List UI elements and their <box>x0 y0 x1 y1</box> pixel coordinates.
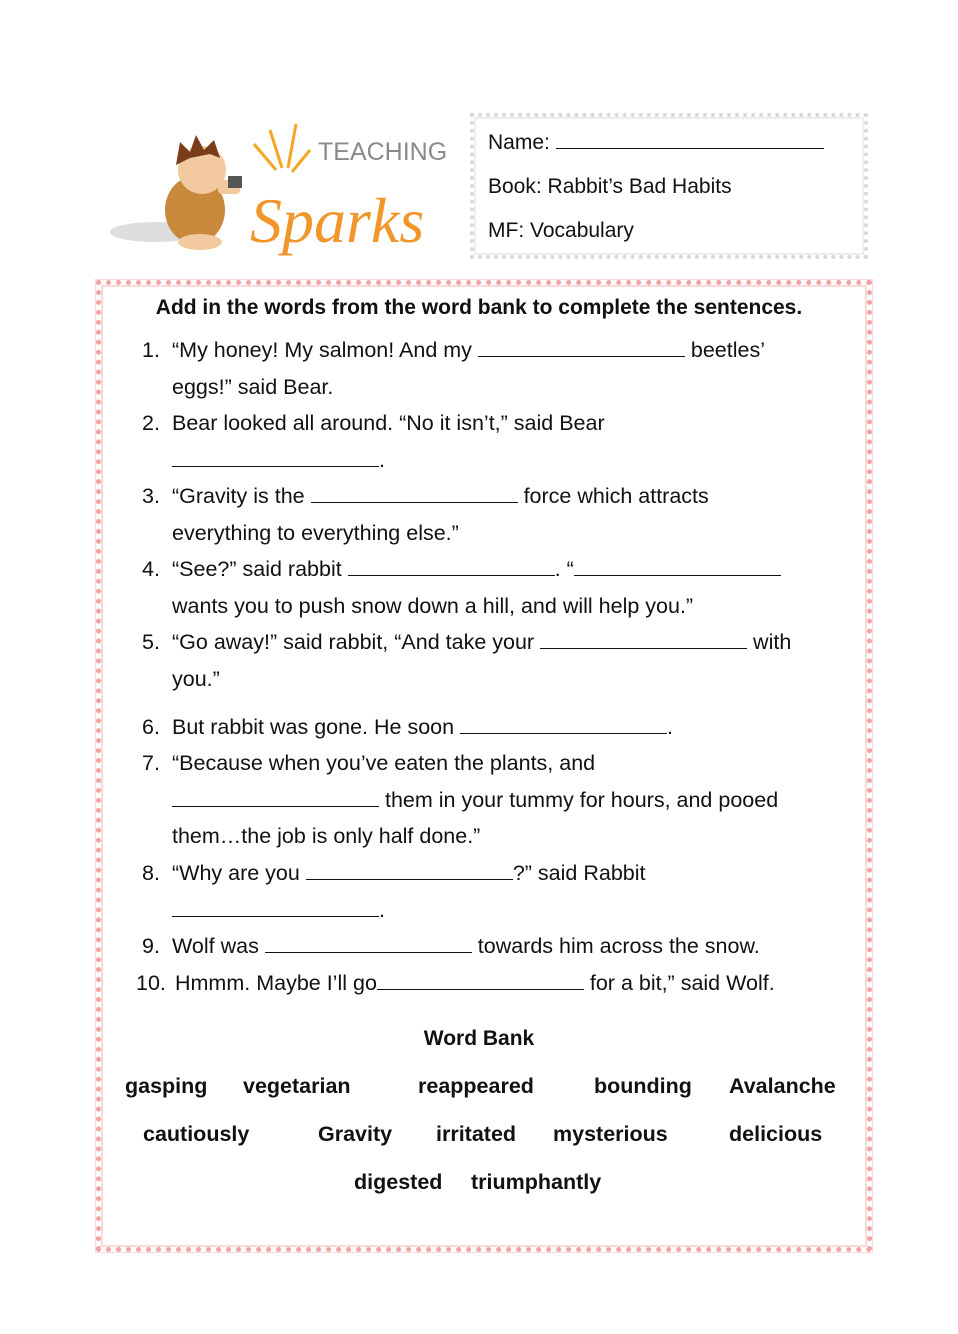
answer-blank[interactable] <box>377 969 584 990</box>
answer-blank[interactable] <box>172 896 379 917</box>
sentence-text <box>172 519 459 547</box>
sentence-text <box>175 969 775 997</box>
sentence-fragment: everything to everything else.” <box>172 521 459 545</box>
logo-text-sparks: Sparks <box>250 185 425 256</box>
sentence-fragment: “Because when you’ve eaten the plants, and <box>172 751 596 775</box>
item-number: 7. <box>142 751 160 775</box>
book-title: Book: Rabbit’s Bad Habits <box>488 175 732 198</box>
word-bank-word: mysterious <box>553 1122 668 1146</box>
item-number: 5. <box>142 630 160 654</box>
sentence-text <box>172 373 333 401</box>
logo-text-teaching: TEACHING <box>318 138 448 166</box>
item-number: 4. <box>142 557 160 581</box>
sentence-fragment: “Go away!” said rabbit, “And take your <box>172 630 541 654</box>
main-focus: MF: Vocabulary <box>488 219 634 242</box>
word-bank-word: cautiously <box>143 1122 250 1146</box>
word-bank-word: delicious <box>729 1122 823 1146</box>
answer-blank[interactable] <box>348 555 555 576</box>
sentence-fragment: . <box>379 448 385 472</box>
sentence-fragment: Bear looked all around. “No it isn’t,” said Bear <box>172 411 605 435</box>
sentence-text <box>172 786 778 814</box>
answer-blank[interactable] <box>478 336 685 357</box>
item-number: 6. <box>142 715 160 739</box>
item-number: 2. <box>142 411 160 435</box>
item-number: 3. <box>142 484 160 508</box>
item-number: 9. <box>142 934 160 958</box>
sentence-text <box>172 896 385 924</box>
sentence-fragment: with <box>747 630 792 654</box>
item-number: 1. <box>142 338 160 362</box>
teaching-sparks-logo <box>110 116 465 262</box>
sentence-text <box>172 555 781 583</box>
sentence-fragment: them in your tummy for hours, and pooed <box>379 788 779 812</box>
word-bank-word: gasping <box>125 1074 208 1098</box>
sentence-fragment: eggs!” said Bear. <box>172 375 334 399</box>
word-bank-word: Gravity <box>318 1122 393 1146</box>
answer-blank[interactable] <box>460 713 667 734</box>
sentence-text <box>172 665 220 693</box>
answer-blank[interactable] <box>306 859 513 880</box>
instructions: Add in the words from the word bank to complete the sentences. <box>155 296 803 319</box>
answer-blank[interactable] <box>311 482 518 503</box>
sentence-fragment: Hmmm. Maybe I’ll go <box>175 971 377 995</box>
sentence-text <box>172 409 605 437</box>
sentence-fragment: But rabbit was gone. He soon <box>172 715 461 739</box>
sentence-text <box>172 628 791 656</box>
word-bank-title: Word Bank <box>423 1027 535 1050</box>
word-bank-word: reappeared <box>418 1074 534 1098</box>
word-bank-word: irritated <box>436 1122 517 1146</box>
word-bank-word: triumphantly <box>471 1170 602 1194</box>
sentence-fragment: ?” said Rabbit <box>512 861 646 885</box>
sentence-text <box>172 713 673 741</box>
sentence-text <box>172 932 760 960</box>
answer-blank[interactable] <box>574 555 781 576</box>
sentence-text <box>172 749 595 777</box>
item-number: 8. <box>142 861 160 885</box>
sentence-fragment: beetles’ <box>684 338 765 362</box>
word-bank-word: vegetarian <box>243 1074 351 1098</box>
sentence-text <box>172 446 385 474</box>
sentence-fragment: “Gravity is the <box>172 484 311 508</box>
student-info-box <box>470 113 868 259</box>
sentence-fragment: “My honey! My salmon! And my <box>172 338 478 362</box>
sentence-fragment: you.” <box>172 667 220 691</box>
sentence-text <box>172 336 765 364</box>
sentence-text <box>172 859 645 887</box>
sentence-fragment: wants you to push snow down a hill, and will help you.” <box>172 594 694 618</box>
caveman-mascot-icon <box>110 116 465 262</box>
sentence-fragment: Wolf was <box>172 934 265 958</box>
sentence-fragment: towards him across the snow. <box>471 934 760 958</box>
name-field[interactable] <box>488 130 824 156</box>
sentence-text <box>172 592 693 620</box>
sentence-fragment: . <box>379 898 385 922</box>
answer-blank[interactable] <box>172 446 379 467</box>
word-bank-word: digested <box>354 1170 443 1194</box>
answer-blank[interactable] <box>540 628 747 649</box>
sentence-text <box>172 482 709 510</box>
sentence-fragment: “See?” said rabbit <box>172 557 348 581</box>
word-bank-word: bounding <box>594 1074 692 1098</box>
item-number: 10. <box>136 971 166 995</box>
name-blank[interactable] <box>556 130 824 149</box>
sentence-fragment: force which attracts <box>517 484 709 508</box>
sentence-fragment: them…the job is only half done.” <box>172 824 481 848</box>
sentence-fragment: for a bit,” said Wolf. <box>583 971 775 995</box>
answer-blank[interactable] <box>172 786 379 807</box>
word-bank-word: Avalanche <box>729 1074 836 1098</box>
sentence-text <box>172 822 480 850</box>
name-label: Name: <box>488 131 550 154</box>
sentence-fragment: . <box>667 715 674 739</box>
sentence-fragment: . “ <box>554 557 574 581</box>
answer-blank[interactable] <box>265 932 472 953</box>
sentence-fragment: “Why are you <box>172 861 306 885</box>
